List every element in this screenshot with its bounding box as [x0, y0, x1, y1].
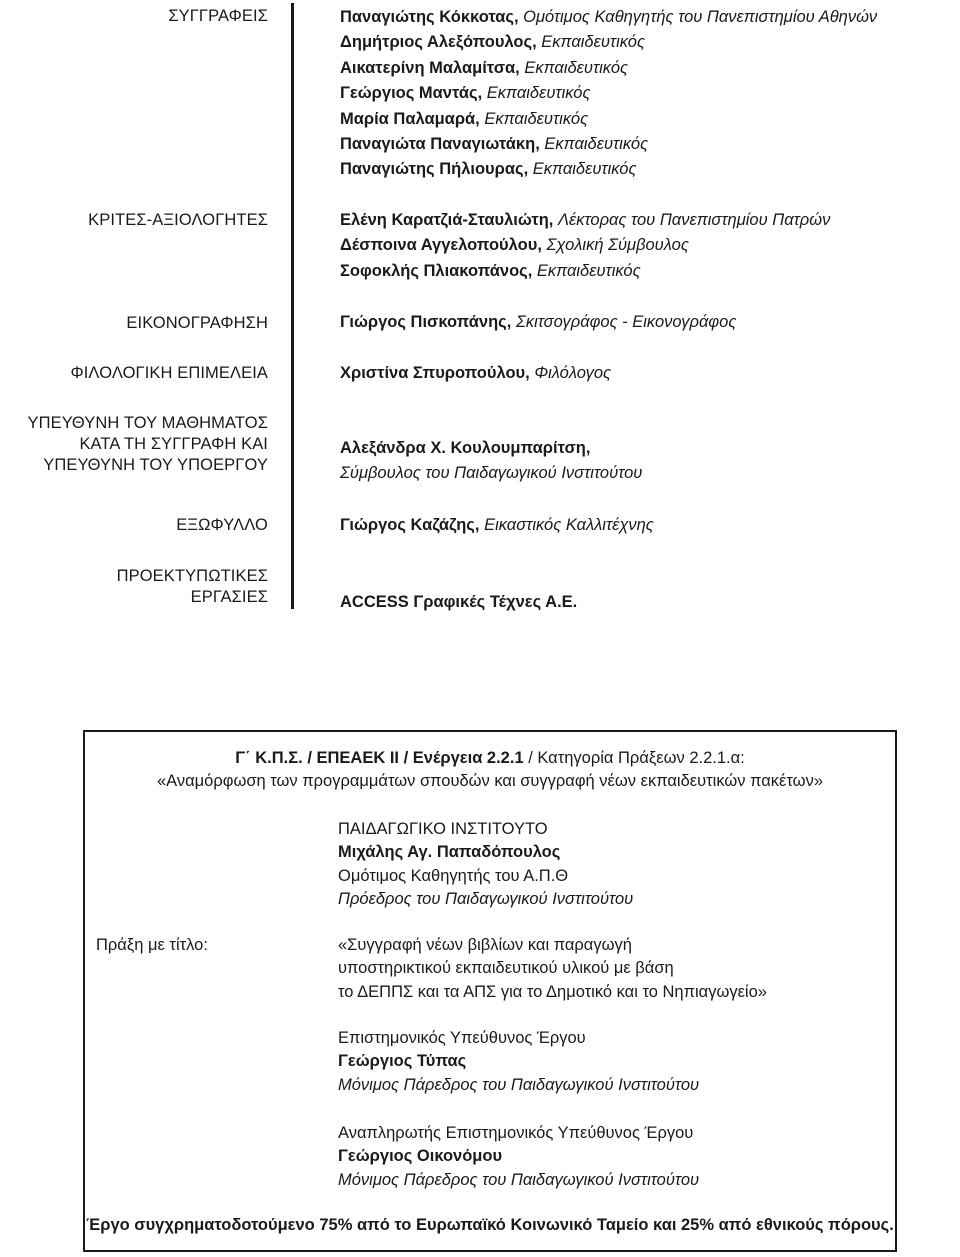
deputy-lead-name: Γεώργιος Οικονόμου: [338, 1147, 503, 1166]
author-role: Εκπαιδευτικός: [486, 84, 591, 103]
reviewer-entry: [340, 233, 830, 258]
author-name: Μαρία Παλαμαρά,: [340, 109, 480, 128]
prepress-entry: [340, 590, 577, 615]
president-title: Ομότιμος Καθηγητής του Α.Π.Θ: [338, 866, 569, 885]
program-title: «Αναμόρφωση των προγραμμάτων σπουδών και συγγραφή νέων εκπαιδευτικών πακέτων»: [157, 772, 823, 790]
cover-artist-name: Γιώργος Καζάζης,: [340, 516, 480, 534]
author-role: Εκπαιδευτικός: [544, 135, 649, 154]
program-line: [85, 747, 895, 770]
president-name: Μιχάλης Αγ. Παπαδόπουλος: [338, 843, 561, 862]
cofunding-note: Έργο συγχρηματοδοτούμενο 75% από το Ευρωπαϊκό Κοινωνικό Ταμείο και 25% από εθνικούς πόρους.: [86, 1216, 894, 1234]
philologist-role: Φιλόλογος: [534, 364, 612, 382]
label-reviewers: ΚΡΙΤΕΣ-ΑΞΙΟΛΟΓΗΤΕΣ: [88, 211, 268, 229]
cover-artist-role: Εικαστικός Καλλιτέχνης: [484, 516, 654, 534]
author-entry: [340, 56, 877, 81]
reviewer-entry: [340, 259, 830, 284]
authors-list: [340, 5, 877, 183]
author-role: Εκπαιδευτικός: [484, 109, 589, 128]
institute-block: [338, 818, 633, 911]
illustrator-name: Γιώργος Πισκοπάνης,: [340, 313, 512, 331]
deputy-lead-label: Αναπληρωτής Επιστημονικός Υπεύθυνος Έργου: [338, 1124, 694, 1142]
reviewer-name: Δέσποινα Αγγελοπούλου,: [340, 236, 542, 255]
label-prepress: [117, 566, 268, 608]
deputy-lead-block: [338, 1122, 699, 1192]
action-title: [338, 934, 767, 1004]
author-role: Ομότιμος Καθηγητής του Πανεπιστημίου Αθηνών: [523, 8, 878, 26]
author-name: Δημήτριος Αλεξόπουλος,: [340, 33, 537, 52]
author-entry: [340, 157, 877, 182]
label-cover: ΕΞΩΦΥΛΛΟ: [176, 516, 268, 534]
reviewer-role: Σχολική Σύμβουλος: [546, 236, 689, 255]
vertical-divider: [291, 3, 294, 609]
reviewer-name: Σοφοκλής Πλιακοπάνος,: [340, 261, 533, 280]
author-role: Εκπαιδευτικός: [541, 33, 645, 52]
reviewer-role: Λέκτορας του Πανεπιστημίου Πατρών: [557, 211, 831, 229]
president-role: Πρόεδρος του Παιδαγωγικού Ινστιτούτου: [338, 889, 634, 908]
author-role: Εκπαιδευτικός: [532, 160, 637, 179]
action-title-line: «Συγγραφή νέων βιβλίων και παραγωγή: [338, 936, 632, 954]
reviewers-list: [340, 208, 830, 284]
author-role: Εκπαιδευτικός: [524, 58, 629, 77]
deputy-lead-role: Μόνιμος Πάρεδρος του Παιδαγωγικού Ινστιτούτου: [338, 1170, 700, 1189]
cover-artist-entry: [340, 513, 654, 538]
author-entry: [340, 81, 877, 106]
label-prepress-line: ΠΡΟΕΚΤΥΠΩΤΙΚΕΣ: [116, 567, 268, 585]
program-bold: Γ΄ Κ.Π.Σ. / ΕΠΕΑΕΚ ΙΙ / Ενέργεια 2.2.1: [235, 749, 524, 767]
institute-name: ΠΑΙΔΑΓΩΓΙΚΟ ΙΝΣΤΙΤΟΥΤΟ: [338, 820, 548, 838]
reviewer-name: Ελένη Καρατζιά-Σταυλιώτη,: [340, 211, 554, 229]
illustrator-entry: [340, 310, 736, 335]
author-entry: [340, 5, 877, 30]
responsible-role: Σύμβουλος του Παιδαγωγικού Ινστιτούτου: [340, 464, 643, 483]
author-entry: [340, 30, 877, 55]
prepress-company: ACCESS Γραφικές Τέχνες Α.Ε.: [340, 593, 578, 611]
philologist-entry: [340, 361, 611, 386]
responsible-name: Αλεξάνδρα Χ. Κουλουμπαρίτση,: [340, 439, 591, 457]
label-prepress-line: ΕΡΓΑΣΙΕΣ: [190, 588, 268, 606]
action-label: Πράξη με τίτλο:: [96, 936, 208, 954]
responsible-entry: [340, 436, 642, 487]
label-philology: ΦΙΛΟΛΟΓΙΚΗ ΕΠΙΜΕΛΕΙΑ: [70, 364, 268, 382]
reviewer-entry: [340, 208, 830, 233]
scientific-lead-role: Μόνιμος Πάρεδρος του Παιδαγωγικού Ινστιτούτου: [338, 1075, 700, 1094]
author-entry: [340, 132, 877, 157]
author-name: Αικατερίνη Μαλαμίτσα,: [340, 58, 520, 77]
author-name: Παναγιώτης Πήλιουρας,: [340, 160, 529, 179]
scientific-lead-name: Γεώργιος Τύπας: [338, 1052, 467, 1071]
author-name: Παναγιώτης Κόκκοτας,: [340, 8, 519, 26]
action-title-line: υποστηρικτικού εκπαιδευτικού υλικού με βάση: [338, 959, 674, 978]
label-responsible-line: ΥΠΕΥΘΥΝΗ ΤΟΥ ΜΑΘΗΜΑΤΟΣ: [27, 414, 268, 432]
author-name: Παναγιώτα Παναγιωτάκη,: [340, 135, 540, 154]
label-responsible-line: ΚΑΤΑ ΤΗ ΣΥΓΓΡΑΦΗ ΚΑΙ: [79, 435, 268, 453]
scientific-lead-label: Επιστημονικός Υπεύθυνος Έργου: [338, 1029, 586, 1047]
philologist-name: Χριστίνα Σπυροπούλου,: [340, 364, 530, 382]
scientific-lead-block: [338, 1027, 699, 1097]
author-entry: [340, 107, 877, 132]
action-title-line: το ΔΕΠΠΣ και τα ΑΠΣ για το Δημοτικό και το Νηπιαγωγείο»: [338, 982, 767, 1001]
label-responsible-line: ΥΠΕΥΘΥΝΗ ΤΟΥ ΥΠΟΕΡΓΟΥ: [43, 456, 268, 474]
illustrator-role: Σκιτσογράφος - Εικονογράφος: [515, 313, 737, 331]
label-authors: ΣΥΓΓΡΑΦΕΙΣ: [168, 7, 268, 25]
author-name: Γεώργιος Μαντάς,: [340, 84, 483, 103]
label-illustration: ΕΙΚΟΝΟΓΡΑΦΗΣΗ: [126, 314, 268, 332]
funding-box: [83, 730, 897, 1252]
program-rest: / Κατηγορία Πράξεων 2.2.1.α:: [523, 749, 745, 767]
label-responsible: [28, 413, 269, 476]
reviewer-role: Εκπαιδευτικός: [536, 261, 641, 280]
